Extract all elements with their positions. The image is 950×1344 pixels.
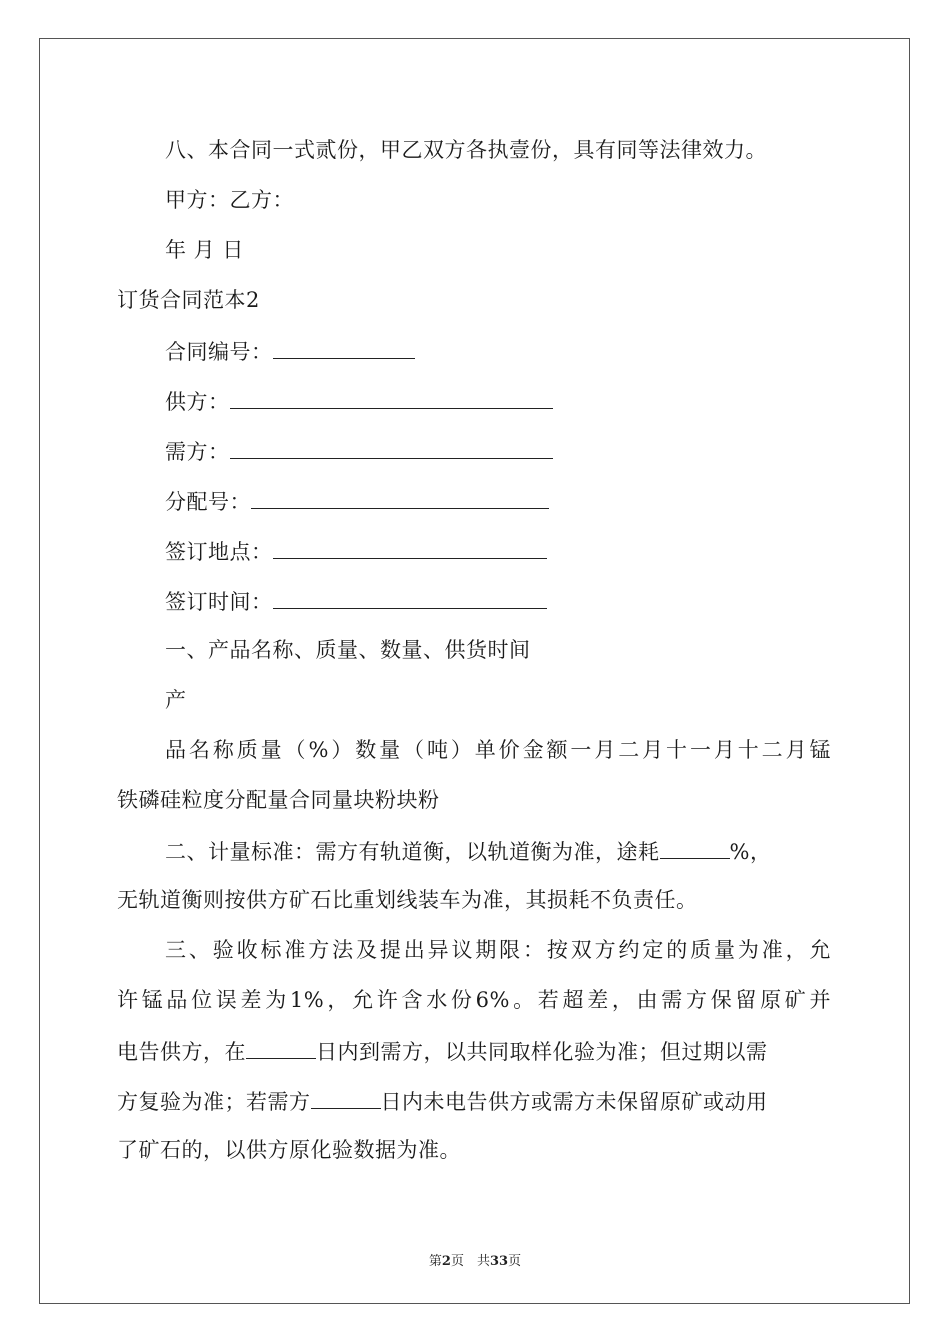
footer-mid: 页 共 [450, 1254, 490, 1269]
page-footer [0, 1250, 950, 1269]
item-2-text-b: %， [729, 840, 772, 864]
item-2-line-2: 无轨道衡则按供方矿石比重划线装车为准，其损耗不负责任。 [117, 888, 698, 912]
item-3-line-3-a: 电告供方，在 [117, 1040, 246, 1064]
section-title: 订货合同范本2 [117, 288, 260, 312]
contract-no-blank [273, 340, 415, 359]
current-page-number: 2 [441, 1254, 451, 1269]
footer-prefix: 第 [428, 1254, 442, 1269]
buyer-label: 需方： [165, 440, 230, 464]
item-3-line-4 [117, 1090, 768, 1113]
item-1-heading: 一、产品名称、质量、数量、供货时间 [165, 638, 531, 662]
allocation-label: 分配号： [165, 490, 251, 514]
page-border [39, 38, 910, 1304]
sign-time-blank [273, 590, 547, 609]
total-page-number: 33 [489, 1254, 509, 1269]
allocation-blank [251, 490, 549, 509]
item-3-line-5: 了矿石的，以供方原化验数据为准。 [117, 1138, 461, 1162]
days-blank-1 [246, 1040, 316, 1059]
sign-place-row [165, 540, 547, 563]
table-line-2: 铁磷硅粒度分配量合同量块粉块粉 [117, 788, 440, 812]
item-3-line-2: 许锰品位误差为1%，允许含水份6%。若超差，由需方保留原矿并 [117, 988, 831, 1012]
item-3-line-4-b: 日内未电告供方或需方未保留原矿或动用 [380, 1090, 768, 1114]
parties-line: 甲方：乙方： [165, 188, 294, 212]
product-fragment: 产 [165, 688, 187, 712]
days-blank-2 [311, 1090, 381, 1109]
contract-no-label: 合同编号： [165, 340, 273, 364]
loss-rate-blank [660, 840, 730, 859]
footer-suffix: 页 [508, 1254, 522, 1269]
sign-time-row [165, 590, 547, 613]
clause-8: 八、本合同一式贰份，甲乙双方各执壹份，具有同等法律效力。 [165, 138, 767, 162]
date-line: 年 月 日 [165, 238, 244, 262]
sign-place-blank [273, 540, 547, 559]
item-3-line-3-b: 日内到需方，以共同取样化验为准；但过期以需 [316, 1040, 768, 1064]
supplier-label: 供方： [165, 390, 230, 414]
allocation-row [165, 490, 549, 513]
item-2-line-1 [165, 840, 771, 863]
sign-place-label: 签订地点： [165, 540, 273, 564]
sign-time-label: 签订时间： [165, 590, 273, 614]
supplier-row [165, 390, 553, 413]
item-3-line-3 [117, 1040, 768, 1063]
supplier-blank [230, 390, 553, 409]
item-3-line-1: 三、验收标准方法及提出异议期限：按双方约定的质量为准，允 [165, 938, 831, 962]
item-2-text-a: 二、计量标准：需方有轨道衡，以轨道衡为准，途耗 [165, 840, 660, 864]
item-3-line-4-a: 方复验为准；若需方 [117, 1090, 311, 1114]
buyer-blank [230, 440, 553, 459]
contract-no-row [165, 340, 415, 363]
table-line-1: 品名称质量（%）数量（吨）单价金额一月二月十一月十二月锰 [165, 738, 831, 762]
buyer-row [165, 440, 553, 463]
